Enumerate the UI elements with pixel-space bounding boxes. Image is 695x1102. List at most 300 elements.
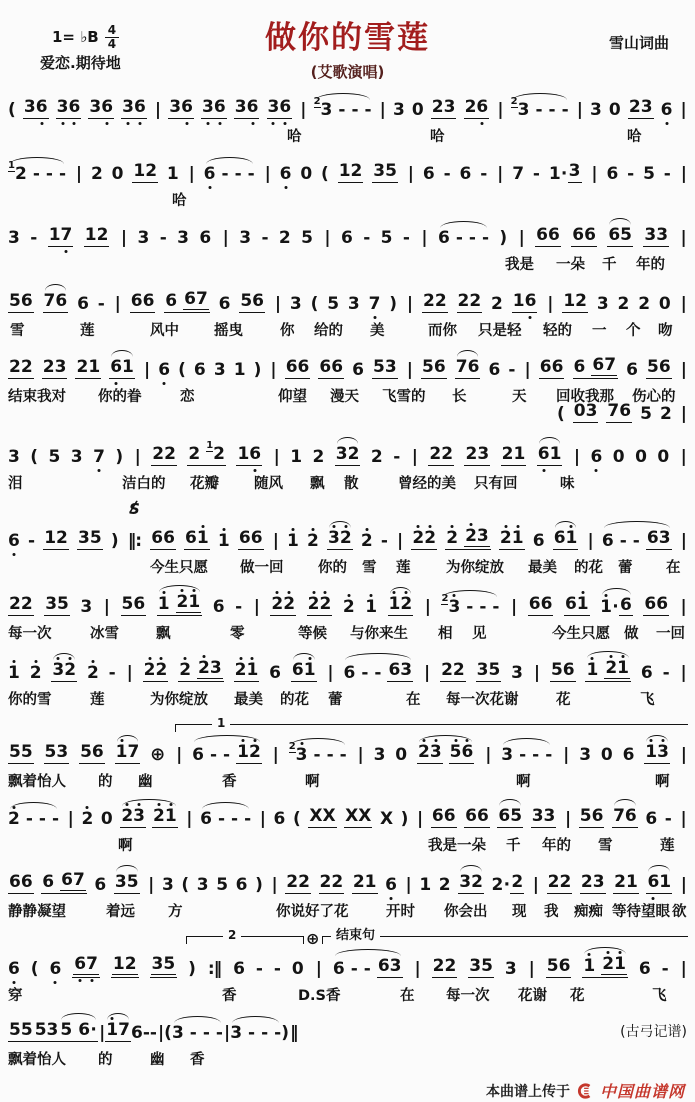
double-underline-group xyxy=(73,956,99,975)
note: - xyxy=(479,597,487,617)
lyric-word: 你的 xyxy=(318,560,347,576)
lyric-word: 花 xyxy=(556,692,571,708)
note: 1 xyxy=(233,360,246,380)
lyric-word: 等候 xyxy=(298,626,327,642)
note: 5 xyxy=(9,1020,21,1040)
barline: | xyxy=(680,809,686,829)
slur-group xyxy=(646,874,672,894)
note: - xyxy=(215,1023,223,1043)
note: 2 xyxy=(431,97,444,117)
barline: | xyxy=(271,875,277,895)
note: 6 xyxy=(279,97,292,117)
note: 2 xyxy=(412,528,425,548)
note: 3 xyxy=(504,959,517,979)
underline-group xyxy=(307,596,333,616)
system-7 xyxy=(0,499,695,576)
note: 5 xyxy=(385,161,397,181)
underline-group xyxy=(582,956,628,978)
note: 2 xyxy=(9,357,21,377)
barline: | xyxy=(424,597,430,617)
note: ( xyxy=(321,164,329,184)
note: 3 xyxy=(459,872,472,892)
underline-group xyxy=(531,808,557,828)
note: 6 xyxy=(562,660,575,680)
note: 6 xyxy=(524,291,537,311)
underline-group xyxy=(585,660,631,682)
underline-group xyxy=(539,359,565,379)
barline: | xyxy=(497,100,503,120)
underline-group xyxy=(573,357,619,379)
lyric-word: 啊 xyxy=(655,774,670,790)
note: ( xyxy=(310,294,319,314)
grace-note: 2 xyxy=(510,96,518,107)
barline: ‖ xyxy=(290,1023,298,1043)
note: 3 xyxy=(230,1023,243,1043)
page-title: 做你的雪莲 xyxy=(265,20,430,56)
key-text: 1= ♭B xyxy=(52,28,99,47)
note: - xyxy=(30,228,38,248)
note: 2 xyxy=(121,806,134,826)
lyric-word: 千 xyxy=(506,838,521,854)
lyric-word: 蕾 xyxy=(328,692,343,708)
note: ) xyxy=(255,875,263,895)
note: - xyxy=(535,100,543,120)
note: - xyxy=(261,1023,269,1043)
note: 3 xyxy=(46,1020,59,1040)
barline: | xyxy=(143,360,150,380)
note: 7 xyxy=(512,164,525,184)
barline: | xyxy=(99,1023,105,1043)
underline-group xyxy=(646,530,672,550)
note: ) xyxy=(281,1023,289,1043)
note: 6 xyxy=(343,663,356,683)
note: 6 xyxy=(319,357,332,377)
lyric-word: 莲 xyxy=(90,692,105,708)
note: 6 xyxy=(238,528,251,548)
notes-line xyxy=(0,517,695,555)
note: ) xyxy=(188,959,196,979)
note: 7 xyxy=(118,1020,130,1040)
note: 6 xyxy=(558,956,571,976)
note: 1 xyxy=(303,660,316,680)
underline-group xyxy=(387,662,413,682)
note: 2 xyxy=(96,225,109,245)
note: ( xyxy=(30,447,39,467)
note: X xyxy=(379,809,394,829)
barline: | xyxy=(154,100,161,120)
note: 6 xyxy=(352,360,364,380)
notes-line xyxy=(0,216,695,252)
note: 1 xyxy=(565,528,578,548)
footer xyxy=(0,1075,695,1102)
note: 2 xyxy=(511,872,524,892)
note: 6 xyxy=(235,875,248,895)
lyric-word: 雪 xyxy=(10,323,25,339)
underline-group xyxy=(571,227,597,247)
note: ( xyxy=(556,404,565,424)
barline: | xyxy=(591,164,597,184)
lyric-word: 仰望 xyxy=(278,389,307,405)
note: - xyxy=(664,809,672,829)
lyric-word: 的 xyxy=(98,1052,113,1068)
note: 6 xyxy=(331,357,344,377)
note: 5 xyxy=(640,404,652,424)
lyric-word: 飘着怡人 xyxy=(8,1052,66,1068)
lyric-word: 啊 xyxy=(516,774,531,790)
slur-group xyxy=(288,741,347,765)
note: X xyxy=(345,806,359,826)
note: 2 xyxy=(441,660,453,680)
note: 5 xyxy=(422,357,434,377)
lyric-word: 做一回 xyxy=(240,560,284,576)
title-block xyxy=(0,12,695,82)
underline-group xyxy=(178,660,224,682)
underline-group xyxy=(234,662,260,682)
underline-group xyxy=(308,808,336,828)
note: 5 xyxy=(44,742,57,762)
note: - xyxy=(532,745,540,765)
note: 6 xyxy=(130,1023,143,1043)
note: 2 xyxy=(298,872,310,892)
note: 3 xyxy=(70,447,83,467)
note: 3 xyxy=(476,660,489,680)
lyrics-line xyxy=(0,833,695,854)
note: 2 xyxy=(350,161,363,181)
barline: | xyxy=(680,100,686,120)
note: - xyxy=(480,164,488,184)
note: 3 xyxy=(585,401,598,421)
note: 5 xyxy=(380,228,393,248)
lyric-word: 静静凝望 xyxy=(8,904,66,920)
note: 5 xyxy=(48,447,61,467)
underline-group xyxy=(187,440,226,466)
underline-group xyxy=(8,359,34,379)
note: 2 xyxy=(547,872,560,892)
note: 6 xyxy=(647,872,660,892)
note: 6 xyxy=(77,294,89,314)
note: 2 xyxy=(64,660,77,680)
underline-group xyxy=(114,874,140,894)
barline: | xyxy=(576,100,582,120)
double-underline-group xyxy=(151,956,177,975)
note: - xyxy=(244,809,252,829)
slur-group xyxy=(607,227,633,247)
lyrics-line xyxy=(0,1047,695,1068)
system-8 xyxy=(0,583,695,642)
note: 6 xyxy=(133,594,146,614)
note: 2 xyxy=(464,97,477,117)
notes-line xyxy=(0,945,695,983)
note: 3 xyxy=(328,528,340,548)
underline-group xyxy=(150,956,178,978)
underline-group xyxy=(464,99,490,119)
note: 1 xyxy=(419,875,432,895)
lyric-word: 的花 xyxy=(280,692,309,708)
lyric-word: 见 xyxy=(472,626,487,642)
note: 5 xyxy=(327,294,340,314)
lyric-word: 你会出 xyxy=(444,904,488,920)
note: 6 xyxy=(249,444,262,464)
note: ) xyxy=(110,531,119,551)
slur-group xyxy=(644,744,670,764)
note: - xyxy=(247,164,255,184)
note: 3 xyxy=(267,97,280,117)
note: 3 xyxy=(657,742,669,762)
lyric-word: 曾经的美 xyxy=(398,476,456,492)
lyric-word: 漫天 xyxy=(330,389,359,405)
note: - xyxy=(25,809,33,829)
underline-group xyxy=(580,874,606,894)
note: 0 xyxy=(657,447,670,467)
underline-group xyxy=(607,227,633,247)
underline-group xyxy=(236,744,262,764)
note: · xyxy=(90,1020,97,1040)
lyric-word: 伤心的 xyxy=(632,389,676,405)
underline-group xyxy=(44,596,70,616)
note: 0 xyxy=(395,745,408,765)
system-9 xyxy=(0,649,695,708)
note: 6 xyxy=(246,97,259,117)
lyrics-line xyxy=(0,983,695,1004)
note: - xyxy=(361,663,369,683)
note: 3 xyxy=(196,875,209,895)
underline-group xyxy=(550,662,576,682)
lyric-word: 今生只愿 xyxy=(150,560,208,576)
slur-group xyxy=(230,1025,281,1042)
note: - xyxy=(159,228,167,248)
note: 0 xyxy=(658,294,671,314)
note: 2 xyxy=(234,660,247,680)
note: 6 xyxy=(199,228,212,248)
underline-group xyxy=(152,808,178,828)
note: 2 xyxy=(491,875,504,895)
underline-group xyxy=(79,744,105,764)
note: 6 xyxy=(165,291,178,311)
note: 3 xyxy=(656,225,669,245)
note: 1 xyxy=(122,357,134,377)
note: 6 xyxy=(101,97,114,117)
note: ) xyxy=(389,294,398,314)
note: 2 xyxy=(465,526,477,546)
upload-credit-text: 本曲谱上传于 xyxy=(485,1083,570,1100)
note: 2 xyxy=(438,875,451,895)
note: 2 xyxy=(602,954,615,974)
note: 6 xyxy=(590,447,603,467)
slur-group xyxy=(612,808,638,828)
lyric-word: 香 xyxy=(190,1052,205,1068)
note: 6 xyxy=(385,875,397,895)
note: 1 xyxy=(290,447,303,467)
double-underline-group xyxy=(604,660,630,679)
note: - xyxy=(561,100,569,120)
note: 3 xyxy=(137,228,150,248)
underline-group xyxy=(56,99,82,119)
lyric-word: 你的雪 xyxy=(8,692,52,708)
note: 6 xyxy=(185,528,197,548)
slur-group xyxy=(335,446,361,466)
barline: | xyxy=(680,745,686,765)
barline: | xyxy=(176,745,182,765)
note: 6 xyxy=(528,594,541,614)
note: - xyxy=(393,447,401,467)
note: 6 xyxy=(134,97,146,117)
note: 6 xyxy=(644,594,657,614)
note: 3 xyxy=(531,806,544,826)
note: 5 xyxy=(643,164,655,184)
lyric-word: 散 xyxy=(344,476,359,492)
above-row xyxy=(0,715,695,733)
note: 3 xyxy=(171,1023,184,1043)
note: 2 xyxy=(29,663,42,683)
underline-group xyxy=(44,744,70,764)
barline: | xyxy=(423,663,430,683)
note: - xyxy=(663,164,671,184)
note: 5 xyxy=(488,660,501,680)
note: 6 xyxy=(252,291,264,311)
note: 2 xyxy=(90,164,103,184)
note: - xyxy=(632,531,640,551)
ending-phrase-label: 结束句 xyxy=(331,928,380,944)
note: 7 xyxy=(127,742,140,762)
note: 7 xyxy=(195,289,208,309)
note: 1 xyxy=(188,592,201,612)
note: 6 xyxy=(184,289,196,309)
slur-group xyxy=(585,660,631,682)
underline-group xyxy=(344,808,372,828)
underline-group xyxy=(457,293,483,313)
note: 0 xyxy=(573,401,586,421)
note: 7 xyxy=(72,870,85,890)
barline: | xyxy=(411,447,417,467)
note: 3 xyxy=(239,228,252,248)
slur-group xyxy=(582,956,628,978)
lyric-word: 一 xyxy=(592,323,607,339)
notes-line xyxy=(0,280,695,318)
note: 0 xyxy=(608,100,621,120)
note: 3 xyxy=(443,97,456,117)
underline-group xyxy=(43,530,69,550)
lyric-word: 飞雪的 xyxy=(382,389,426,405)
barline: | xyxy=(272,531,278,551)
note: - xyxy=(374,663,382,683)
barline: | xyxy=(573,447,580,467)
double-underline-group xyxy=(591,357,617,376)
underline-group xyxy=(8,596,34,616)
barline: | xyxy=(67,809,73,829)
note: 1 xyxy=(48,225,61,245)
lyric-word: 一朵 xyxy=(556,257,585,273)
note: 6 xyxy=(273,809,286,829)
note: 6 xyxy=(49,959,62,979)
lyric-word: 泪 xyxy=(8,476,23,492)
barline: | xyxy=(532,875,538,895)
underline-group xyxy=(8,293,34,313)
note: - xyxy=(466,597,474,617)
barline: | xyxy=(264,164,270,184)
note: 1 xyxy=(237,444,250,464)
note: 3 xyxy=(122,97,134,117)
note: 6 xyxy=(192,745,204,765)
underline-group xyxy=(8,1022,34,1042)
note: - xyxy=(661,959,669,979)
note: 5 xyxy=(510,806,523,826)
note: - xyxy=(32,164,40,184)
note: 3 xyxy=(335,444,348,464)
note: 2 xyxy=(271,594,284,614)
underline-group xyxy=(564,596,590,616)
note: 2 xyxy=(76,357,89,377)
note: 2 xyxy=(188,444,201,464)
note: 2 xyxy=(347,444,360,464)
note: 1 xyxy=(583,956,596,976)
barline: | xyxy=(222,228,228,248)
slur-group xyxy=(192,744,262,764)
lyric-word: 恋 xyxy=(180,389,195,405)
barline: | xyxy=(379,100,385,120)
underline-group xyxy=(42,359,68,379)
lyric-word: 飘 xyxy=(310,476,325,492)
note: - xyxy=(27,531,36,551)
underline-group xyxy=(528,596,554,616)
note: 2 xyxy=(370,447,383,467)
note: 6 xyxy=(279,164,292,184)
note: 3 xyxy=(209,658,222,678)
note: 3 xyxy=(429,742,442,762)
note: 5 xyxy=(60,1020,73,1040)
barline: | xyxy=(485,745,491,765)
note: 6 xyxy=(388,660,401,680)
note: 3 xyxy=(511,663,523,683)
note: - xyxy=(149,1023,157,1043)
lyric-word: 的 xyxy=(98,774,113,790)
note: 3 xyxy=(52,660,65,680)
slur-group xyxy=(120,808,177,828)
note: 3 xyxy=(45,594,58,614)
note: 6 xyxy=(250,528,263,548)
note: 3 xyxy=(658,528,671,548)
slur-group xyxy=(313,96,372,120)
note: 1 xyxy=(88,357,101,377)
note: 6 xyxy=(193,360,206,380)
note: 6 xyxy=(233,959,245,979)
note: 1 xyxy=(511,528,524,548)
barline: | xyxy=(188,164,194,184)
underline-group xyxy=(612,808,638,828)
note: 1 xyxy=(365,597,378,617)
underline-group xyxy=(291,662,317,682)
lyric-word: 我是一朵 xyxy=(428,838,486,854)
note: 2 xyxy=(441,444,454,464)
system-3 xyxy=(0,216,695,273)
note: - xyxy=(255,959,263,979)
lyric-word: 的花 xyxy=(574,560,603,576)
lyrics-line xyxy=(0,621,695,642)
lyric-word: 美 xyxy=(370,323,385,339)
underline-group xyxy=(59,1022,98,1042)
note: 1 xyxy=(388,594,401,614)
lyric-word: 只是轻 xyxy=(478,323,522,339)
note: 1 xyxy=(44,528,57,548)
note: 5 xyxy=(20,742,33,762)
lyric-word: 你说好了花 xyxy=(276,904,349,920)
underline-group xyxy=(388,596,414,616)
note: 7 xyxy=(607,401,620,421)
lyrics-line xyxy=(0,769,695,790)
underline-group xyxy=(121,99,147,119)
slur-group xyxy=(115,744,141,764)
note: 2 xyxy=(457,291,470,311)
underline-group xyxy=(8,744,34,764)
